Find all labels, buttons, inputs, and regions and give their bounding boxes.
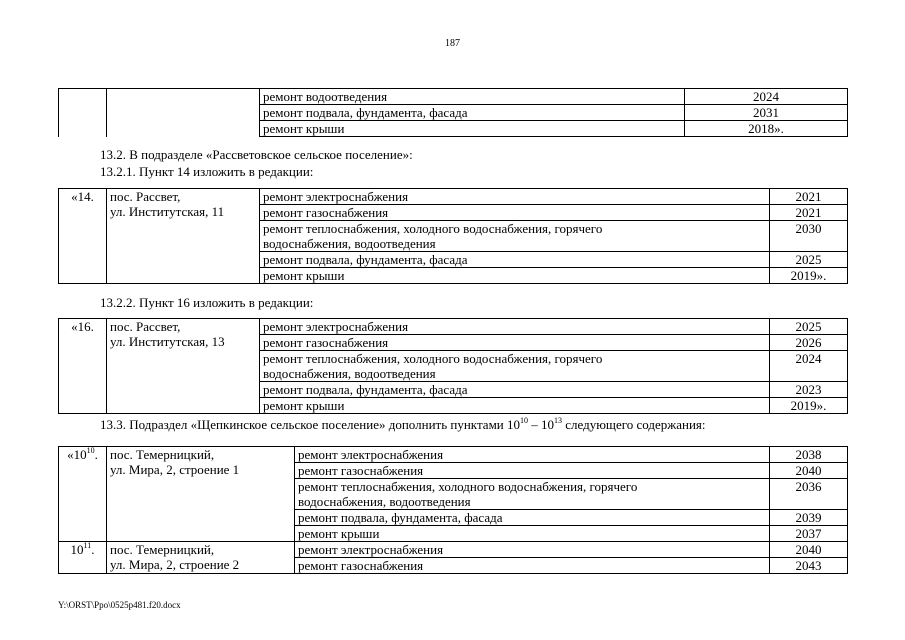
year-cell: 2021 [770, 205, 848, 221]
year-cell: 2038 [770, 447, 848, 463]
work-cell: ремонт подвала, фундамента, фасада [260, 252, 770, 268]
work-cell: ремонт подвала, фундамента, фасада [260, 382, 770, 398]
year-cell: 2024 [685, 89, 848, 105]
item-number-sup: 10 [86, 446, 95, 455]
work-cell: ремонт электроснабжения [260, 319, 770, 335]
year-cell: 2019». [770, 268, 848, 284]
item-number [59, 542, 107, 574]
address-line-1: пос. Темерницкий, [110, 542, 215, 557]
work-cell: ремонт теплоснабжения, холодного водоснабжения, горячего водоснабжения, водоотведения [260, 221, 770, 252]
work-cell: ремонт газоснабжения [295, 463, 770, 479]
year-cell: 2040 [770, 542, 848, 558]
year-cell: 2040 [770, 463, 848, 479]
table-row [59, 89, 848, 105]
address-cell [107, 189, 260, 284]
item-number-base: 10 [70, 542, 84, 557]
work-cell: ремонт газоснабжения [260, 335, 770, 351]
table-row [59, 542, 848, 558]
work-cell: ремонт теплоснабжения, холодного водоснабжения, горячего водоснабжения, водоотведения [295, 479, 770, 510]
year-cell: 2037 [770, 526, 848, 542]
item-number: «16. [59, 319, 107, 414]
year-cell: 2026 [770, 335, 848, 351]
page-number: 187 [445, 38, 460, 49]
item-number-suffix: . [94, 447, 98, 462]
paragraph-13-3-suffix: следующего содержания: [562, 417, 706, 432]
table-row [59, 319, 848, 335]
paragraph-13-3-prefix: 13.3. Подраздел «Щепкинское сельское поселение» дополнить пунктами 10 [100, 417, 520, 432]
paragraph-13-3 [100, 417, 706, 433]
paragraph-13-3-middle: – 10 [528, 417, 554, 432]
item-number [59, 447, 107, 542]
address-line-2: ул. Институтская, 13 [110, 334, 225, 349]
footer-file-path: Y:\ORST\Ppo\0525p481.f20.docx [58, 600, 181, 610]
year-cell: 2018». [685, 121, 848, 137]
paragraph-13-3-from-sup: 10 [520, 416, 528, 425]
address-line-1: пос. Рассвет, [110, 319, 181, 334]
address-line-1: пос. Рассвет, [110, 189, 181, 204]
paragraph-13-2-1: 13.2.1. Пункт 14 изложить в редакции: [100, 164, 314, 179]
table-item-14 [58, 188, 848, 284]
address-line-2: ул. Мира, 2, строение 1 [110, 462, 240, 477]
table-item-16 [58, 318, 848, 414]
year-cell: 2021 [770, 189, 848, 205]
address-line-2: ул. Мира, 2, строение 2 [110, 557, 240, 572]
year-cell: 2036 [770, 479, 848, 510]
work-cell: ремонт электроснабжения [295, 447, 770, 463]
work-cell: ремонт электроснабжения [295, 542, 770, 558]
work-cell: ремонт крыши [260, 121, 685, 137]
work-cell: ремонт крыши [260, 398, 770, 414]
address-line-2: ул. Институтская, 11 [110, 204, 225, 219]
work-cell: ремонт газоснабжения [295, 558, 770, 574]
year-cell: 2019». [770, 398, 848, 414]
year-cell: 2039 [770, 510, 848, 526]
year-cell: 2030 [770, 221, 848, 252]
paragraph-13-2: 13.2. В подразделе «Рассветовское сельское поселение»: [100, 147, 413, 162]
work-cell: ремонт электроснабжения [260, 189, 770, 205]
table-row [59, 189, 848, 205]
work-cell: ремонт крыши [295, 526, 770, 542]
item-number-suffix: . [91, 542, 95, 557]
item-number-base: «10 [67, 447, 87, 462]
address-line-1: пос. Темерницкий, [110, 447, 215, 462]
year-cell: 2031 [685, 105, 848, 121]
paragraph-13-3-to-sup: 13 [554, 416, 562, 425]
work-cell: ремонт подвала, фундамента, фасада [260, 105, 685, 121]
work-cell: ремонт подвала, фундамента, фасада [295, 510, 770, 526]
address-cell [107, 542, 295, 574]
work-cell: ремонт теплоснабжения, холодного водоснабжения, горячего водоснабжения, водоотведения [260, 351, 770, 382]
table-items-10 [58, 446, 848, 574]
table-continuation [58, 88, 848, 137]
paragraph-13-2-2: 13.2.2. Пункт 16 изложить в редакции: [100, 295, 314, 310]
year-cell: 2024 [770, 351, 848, 382]
item-number: «14. [59, 189, 107, 284]
table-row [59, 447, 848, 463]
address-cell [107, 447, 295, 542]
year-cell: 2043 [770, 558, 848, 574]
work-cell: ремонт крыши [260, 268, 770, 284]
year-cell: 2025 [770, 252, 848, 268]
work-cell: ремонт газоснабжения [260, 205, 770, 221]
year-cell: 2023 [770, 382, 848, 398]
work-cell: ремонт водоотведения [260, 89, 685, 105]
address-cell [107, 319, 260, 414]
year-cell: 2025 [770, 319, 848, 335]
item-number-sup: 11 [83, 541, 92, 550]
